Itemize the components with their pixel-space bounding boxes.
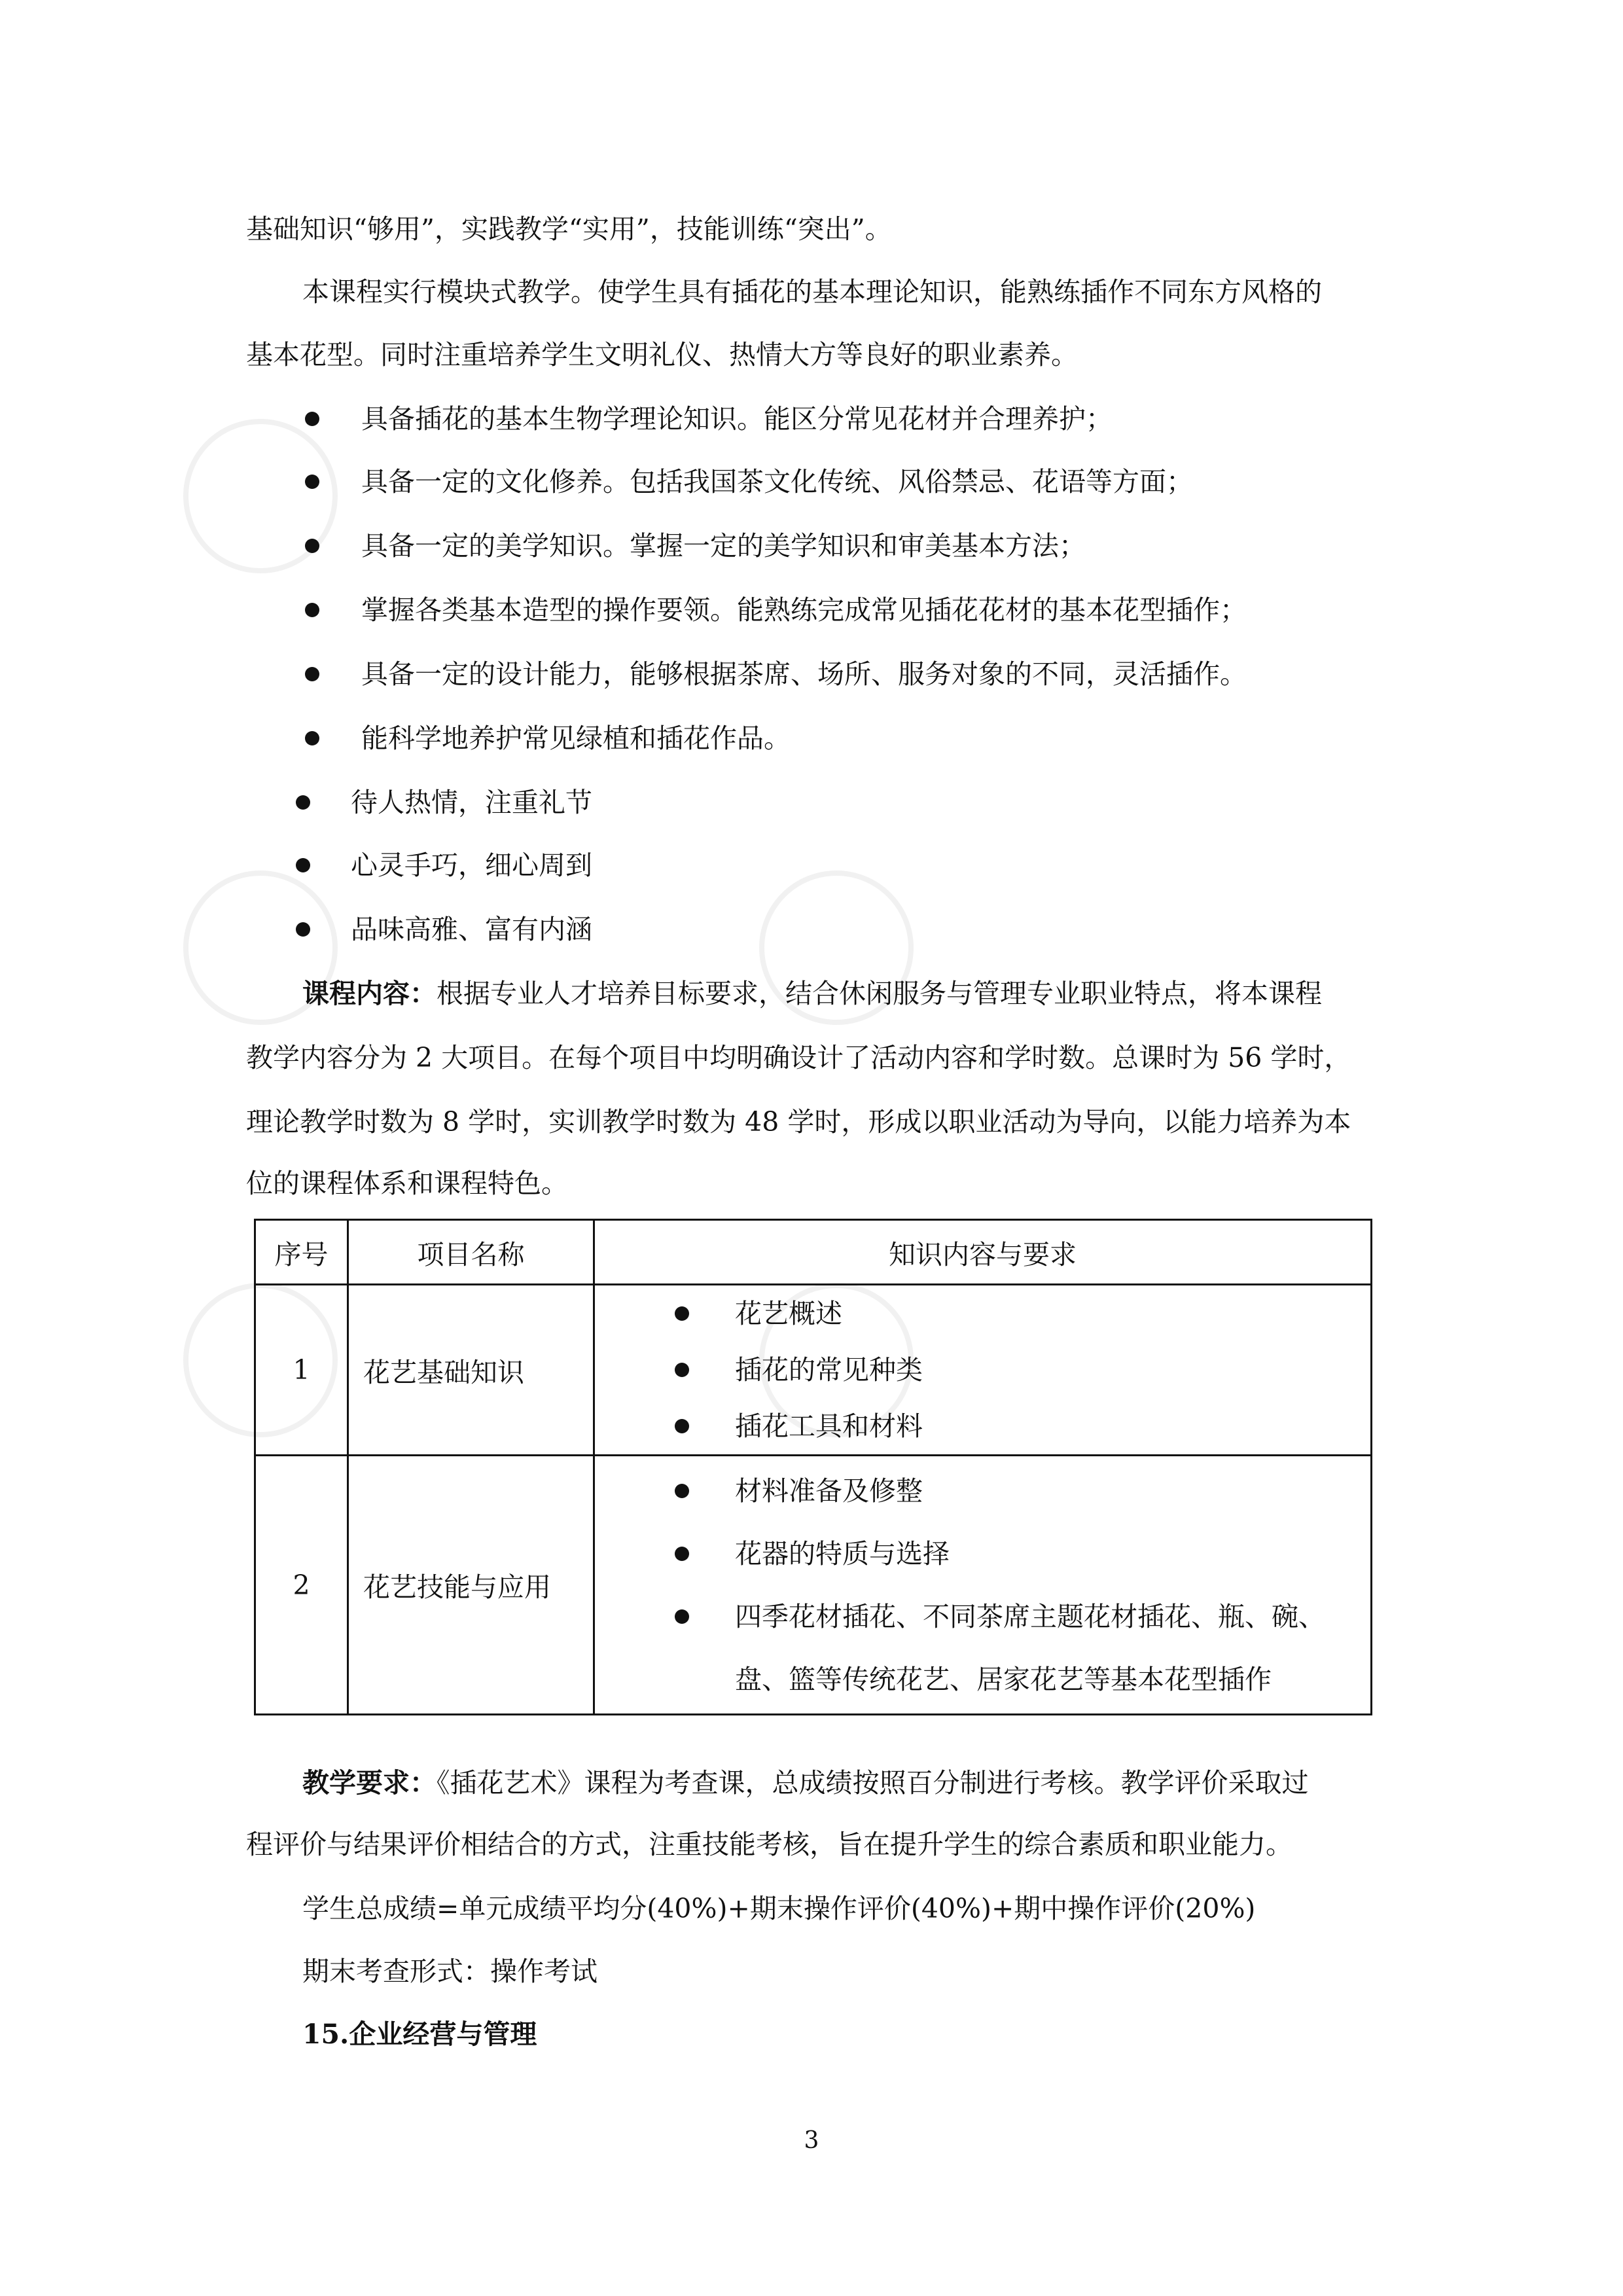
column-header-content: 知识内容与要求 [594, 1220, 1372, 1285]
bullet-icon [305, 412, 319, 426]
goal-text: 具备一定的文化修养。包括我国茶文化传统、风俗禁忌、花语等方面； [361, 466, 1193, 497]
bullet-icon [675, 1363, 689, 1377]
goal-text: 具备插花的基本生物学理论知识。能区分常见花材并合理养护； [361, 403, 1113, 435]
intro-paragraph-line: 本课程实行模块式教学。使学生具有插花的基本理论知识，能熟练插作不同东方风格的 [302, 276, 1322, 308]
bullet-icon [675, 1547, 689, 1561]
column-header-number: 序号 [255, 1220, 348, 1285]
requirements-label: 教学要求： [302, 1767, 437, 1799]
intro-line: 基础知识“够用”，实践教学“实用”，技能训练“突出”。 [246, 213, 892, 245]
grade-formula: 学生总成绩=单元成绩平均分(40%)+期末操作评价(40%)+期中操作评价(20%) [302, 1893, 1256, 1924]
project-name: 花艺技能与应用 [348, 1456, 594, 1715]
bullet-icon [305, 475, 319, 489]
bullet-icon [675, 1609, 689, 1624]
list-item: 花器的特质与选择 [595, 1522, 1370, 1585]
row-number: 2 [255, 1456, 348, 1715]
quality-text: 待人热情，注重礼节 [351, 787, 592, 818]
list-item [0, 401, 1623, 437]
list-item [0, 784, 1623, 821]
project-name: 花艺基础知识 [348, 1285, 594, 1456]
list-item [0, 911, 1623, 948]
goal-text: 具备一定的美学知识。掌握一定的美学知识和审美基本方法； [361, 530, 1086, 562]
list-item: 插花工具和材料 [595, 1398, 1370, 1454]
table-row [255, 1456, 1372, 1715]
content-paragraph-line: 理论教学时数为 8 学时，实训教学时数为 48 学时，形成以职业活动为导向，以能力培养为本 [246, 1106, 1351, 1138]
list-item: 材料准备及修整 [595, 1460, 1370, 1522]
row-number: 1 [255, 1285, 348, 1456]
course-table [254, 1219, 1372, 1715]
requirements-line: 程评价与结果评价相结合的方式，注重技能考核，旨在提升学生的综合素质和职业能力。 [246, 1829, 1293, 1860]
bullet-icon [305, 667, 319, 681]
bullet-icon [296, 795, 310, 810]
list-item [0, 656, 1623, 692]
quality-text: 心灵手巧，细心周到 [351, 850, 592, 881]
intro-paragraph-line: 基本花型。同时注重培养学生文明礼仪、热情大方等良好的职业素养。 [246, 339, 1078, 370]
bullet-icon [675, 1419, 689, 1433]
list-item [0, 528, 1623, 564]
exam-format: 期末考查形式：操作考试 [302, 1956, 597, 1987]
list-item [0, 720, 1623, 757]
page-number: 3 [804, 2127, 819, 2154]
bullet-icon [305, 539, 319, 553]
content-list [595, 1285, 1370, 1454]
content-list [595, 1460, 1370, 1711]
bullet-icon [675, 1306, 689, 1321]
bullet-icon [296, 922, 310, 937]
bullet-icon [305, 731, 319, 745]
content-paragraph-line: 位的课程体系和课程特色。 [246, 1168, 568, 1199]
goal-text: 掌握各类基本造型的操作要领。能熟练完成常见插花花材的基本花型插作； [361, 594, 1247, 626]
content-label: 课程内容： [302, 978, 437, 1009]
table-row [255, 1285, 1372, 1456]
quality-text: 品味高雅、富有内涵 [351, 914, 592, 945]
content-paragraph-line: 教学内容分为 2 大项目。在每个项目中均明确设计了活动内容和学时数。总课时为 56 学时， [246, 1042, 1351, 1073]
bullet-icon [305, 603, 319, 617]
section-heading: 15.企业经营与管理 [302, 2018, 537, 2050]
bullet-icon [675, 1484, 689, 1498]
content-paragraph-line: 课程内容：根据专业人才培养目标要求，结合休闲服务与管理专业职业特点，将本课程 [302, 978, 1322, 1009]
content-cell [594, 1456, 1372, 1715]
table-header-row [255, 1220, 1372, 1285]
list-item [0, 592, 1623, 628]
content-cell [594, 1285, 1372, 1456]
requirements-line: 教学要求：《插花艺术》课程为考查课，总成绩按照百分制进行考核。教学评价采取过 [302, 1767, 1309, 1799]
bullet-icon [296, 858, 310, 872]
list-item [0, 463, 1623, 500]
goal-text: 能科学地养护常见绿植和插花作品。 [361, 723, 791, 754]
column-header-project: 项目名称 [348, 1220, 594, 1285]
list-item [0, 847, 1623, 884]
list-item: 四季花材插花、不同茶席主题花材插花、瓶、碗、盘、篮等传统花艺、居家花艺等基本花型插作 [595, 1585, 1370, 1711]
list-item: 插花的常见种类 [595, 1342, 1370, 1398]
goal-text: 具备一定的设计能力，能够根据茶席、场所、服务对象的不同，灵活插作。 [361, 658, 1247, 690]
list-item: 花艺概述 [595, 1285, 1370, 1342]
